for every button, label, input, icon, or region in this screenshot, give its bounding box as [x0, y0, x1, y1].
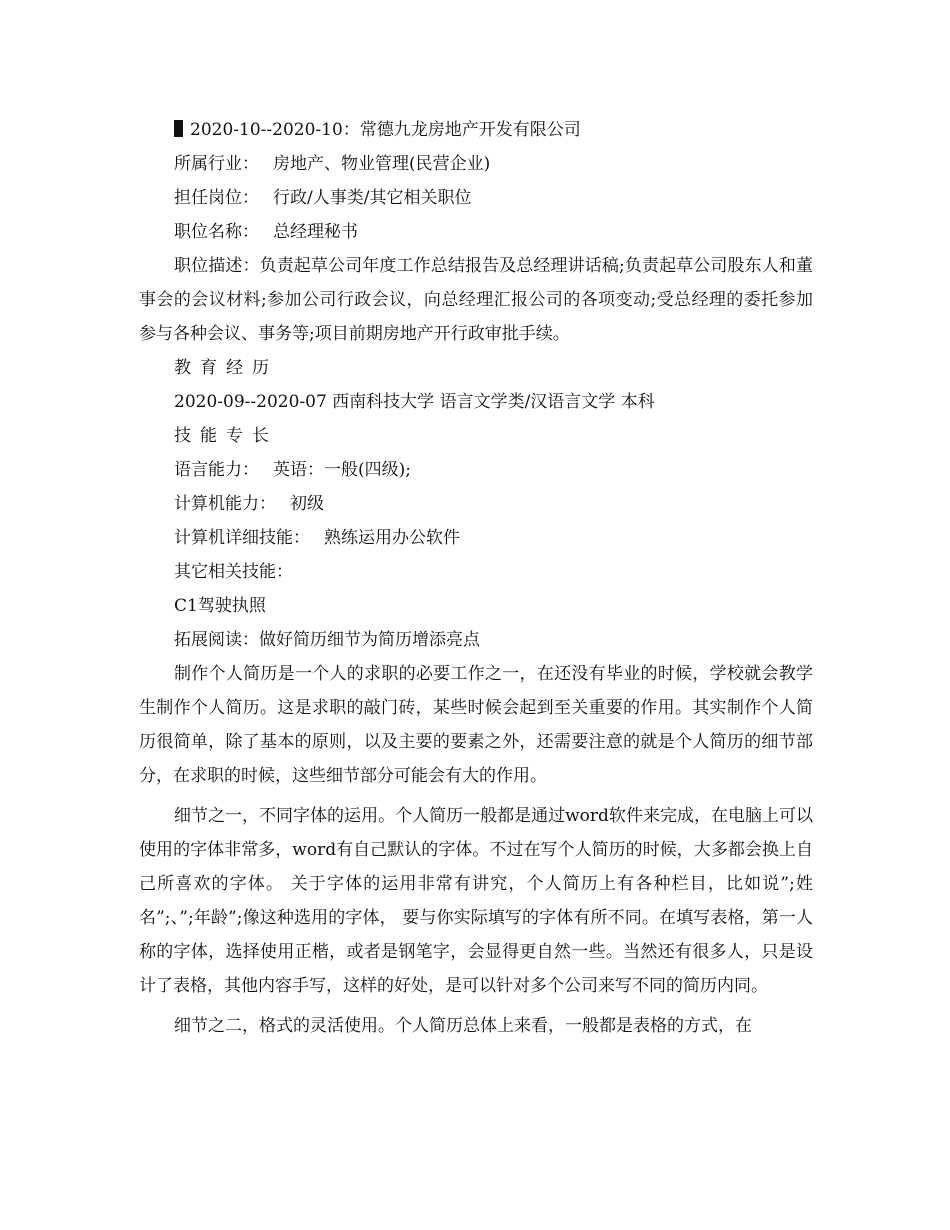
job-period-line: [139, 113, 813, 147]
computer-line: [139, 487, 813, 521]
education-heading: 教育经历: [174, 358, 278, 378]
job-title-value: 总经理秘书: [273, 222, 358, 242]
position-line: [139, 181, 813, 215]
reading-paragraph-3: 细节之二，格式的灵活使用。个人简历总体上来看，一般都是表格的方式，在: [174, 1016, 752, 1036]
computer-label: 计算机能力：: [174, 494, 276, 514]
skills-heading: 技能专长: [174, 426, 278, 446]
industry-label: 所属行业：: [174, 154, 259, 174]
other-skills-value: C1驾驶执照: [174, 596, 266, 616]
bullet-square-icon: [174, 120, 183, 137]
language-line: [139, 453, 813, 487]
job-period: 2020-10--2020-10：常德九龙房地产开发有限公司: [190, 120, 581, 140]
job-description: 职位描述：负责起草公司年度工作总结报告及总经理讲话稿;负责起草公司股东人和董事会的会议材料;参加公司行政会议，向总经理汇报公司的各项变动;受总经理的委托参加参与各种会议、事务等;项目前期房地产开行政审批手续。: [139, 256, 813, 344]
industry-line: [139, 147, 813, 181]
computer-detail-label: 计算机详细技能：: [174, 528, 310, 548]
position-value: 行政/人事类/其它相关职位: [273, 188, 472, 208]
job-title-line: [139, 215, 813, 249]
computer-detail-line: [139, 521, 813, 555]
other-skills-label: 其它相关技能：: [174, 562, 293, 582]
reading-paragraph-2: 细节之一，不同字体的运用。个人简历一般都是通过word软件来完成，在电脑上可以使用的字体非常多，word有自己默认的字体。不过在写个人简历的时候，大多都会换上自己所喜欢的字体。 关于字体的运用非常有讲究，个人简历上有各种栏目，比如说”;姓名”;、”;年龄”;像这种选用的字体， 要与你实际填写的字体有所不同。在填写表格，第一人称的字体，选择使用正楷，或者是钢笔字，会显得更自然一些。当然还有很多人，只是设计了表格，其他内容手写，这样的好处，是可以针对多个公司来写不同的简历内同。: [139, 806, 813, 996]
computer-value: 初级: [290, 494, 324, 514]
industry-value: 房地产、物业管理(民营企业): [273, 154, 491, 174]
language-value: 英语：一般(四级);: [273, 460, 411, 480]
job-title-label: 职位名称：: [174, 222, 259, 242]
resume-content: [139, 113, 813, 1043]
reading-paragraph-1: 制作个人简历是一个人的求职的必要工作之一，在还没有毕业的时候，学校就会教学生制作个人简历。这是求职的敲门砖，某些时候会起到至关重要的作用。其实制作个人简历很简单，除了基本的原则，以及主要的要素之外，还需要注意的就是个人简历的细节部分，在求职的时候，这些细节部分可能会有大的作用。: [139, 664, 813, 786]
language-label: 语言能力：: [174, 460, 259, 480]
computer-detail-value: 熟练运用办公软件: [324, 528, 460, 548]
position-label: 担任岗位：: [174, 188, 259, 208]
reading-heading: 拓展阅读：做好简历细节为简历增添亮点: [174, 630, 480, 650]
education-entry: 2020-09--2020-07 西南科技大学 语言文学类/汉语言文学 本科: [174, 392, 655, 412]
